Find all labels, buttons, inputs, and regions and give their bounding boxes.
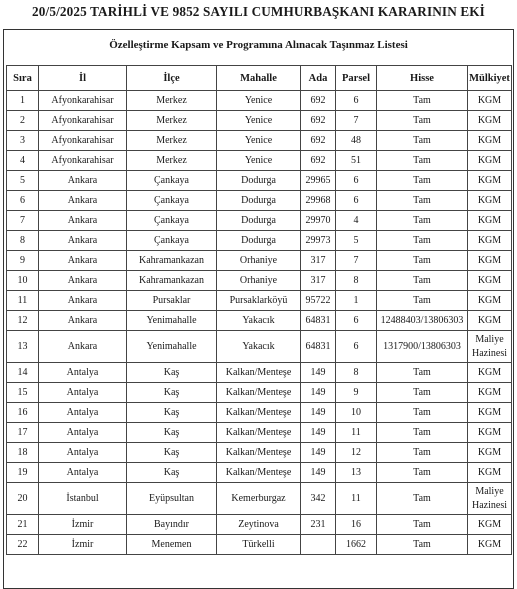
mahalle-cell: Kemerburgaz [217, 483, 301, 515]
ilce-cell: Eyüpsultan [127, 483, 217, 515]
ilce-cell: Menemen [127, 535, 217, 555]
hisse-cell: Tam [377, 443, 468, 463]
parsel-cell: 7 [336, 111, 377, 131]
ilce-cell: Kaş [127, 403, 217, 423]
hisse-cell: Tam [377, 291, 468, 311]
mahalle-cell: Kalkan/Menteşe [217, 403, 301, 423]
hisse-cell: Tam [377, 363, 468, 383]
mulkiyet-cell: KGM [468, 171, 512, 191]
il-cell: İstanbul [39, 483, 127, 515]
ada-cell: 692 [301, 151, 336, 171]
table-row [7, 331, 512, 363]
hisse-cell: Tam [377, 423, 468, 443]
parsel-cell: 48 [336, 131, 377, 151]
hisse-cell: Tam [377, 111, 468, 131]
mahalle-cell: Yakacık [217, 331, 301, 363]
parsel-cell: 8 [336, 271, 377, 291]
hisse-cell: Tam [377, 251, 468, 271]
hisse-cell: Tam [377, 483, 468, 515]
header-il: İl [39, 66, 127, 91]
hisse-cell: Tam [377, 515, 468, 535]
ada-cell: 29968 [301, 191, 336, 211]
il-cell: Ankara [39, 171, 127, 191]
parsel-cell: 6 [336, 91, 377, 111]
ilce-cell: Kaş [127, 423, 217, 443]
parsel-cell: 6 [336, 171, 377, 191]
table-row [7, 191, 512, 211]
ada-cell: 64831 [301, 311, 336, 331]
sira-cell: 13 [7, 331, 39, 363]
hisse-cell: Tam [377, 383, 468, 403]
ilce-cell: Çankaya [127, 191, 217, 211]
il-cell: Ankara [39, 231, 127, 251]
table-row [7, 91, 512, 111]
mulkiyet-cell: KGM [468, 311, 512, 331]
parsel-cell: 51 [336, 151, 377, 171]
ada-cell: 149 [301, 383, 336, 403]
mulkiyet-cell: KGM [468, 251, 512, 271]
il-cell: Antalya [39, 443, 127, 463]
il-cell: Ankara [39, 191, 127, 211]
table-row [7, 211, 512, 231]
mahalle-cell: Yenice [217, 91, 301, 111]
mulkiyet-cell: KGM [468, 131, 512, 151]
sira-cell: 5 [7, 171, 39, 191]
ilce-cell: Pursaklar [127, 291, 217, 311]
mulkiyet-cell: KGM [468, 191, 512, 211]
ada-cell: 149 [301, 363, 336, 383]
parsel-cell: 9 [336, 383, 377, 403]
header-mahalle: Mahalle [217, 66, 301, 91]
il-cell: Antalya [39, 423, 127, 443]
sira-cell: 15 [7, 383, 39, 403]
header-sira: Sıra [7, 66, 39, 91]
il-cell: Antalya [39, 403, 127, 423]
mulkiyet-cell: KGM [468, 443, 512, 463]
parsel-cell: 8 [336, 363, 377, 383]
table-row [7, 291, 512, 311]
hisse-cell: Tam [377, 535, 468, 555]
parsel-cell: 6 [336, 311, 377, 331]
ada-cell: 149 [301, 463, 336, 483]
ada-cell: 149 [301, 423, 336, 443]
hisse-cell: 1317900/13806303 [377, 331, 468, 363]
il-cell: Ankara [39, 331, 127, 363]
mulkiyet-cell: KGM [468, 515, 512, 535]
il-cell: Afyonkarahisar [39, 151, 127, 171]
list-title: Özelleştirme Kapsam ve Programına Alınacak Taşınmaz Listesi [109, 39, 408, 51]
ada-cell: 29970 [301, 211, 336, 231]
il-cell: Ankara [39, 291, 127, 311]
il-cell: İzmir [39, 535, 127, 555]
ada-cell [301, 535, 336, 555]
ilce-cell: Bayındır [127, 515, 217, 535]
ada-cell: 64831 [301, 331, 336, 363]
parsel-cell: 1 [336, 291, 377, 311]
parsel-cell: 12 [336, 443, 377, 463]
mulkiyet-cell: KGM [468, 463, 512, 483]
mahalle-cell: Yenice [217, 151, 301, 171]
table-row [7, 151, 512, 171]
sira-cell: 2 [7, 111, 39, 131]
mahalle-cell: Kalkan/Menteşe [217, 423, 301, 443]
table-header-row [7, 66, 512, 91]
il-cell: Antalya [39, 463, 127, 483]
ada-cell: 149 [301, 443, 336, 463]
mahalle-cell: Dodurga [217, 231, 301, 251]
sira-cell: 21 [7, 515, 39, 535]
mulkiyet-cell: KGM [468, 363, 512, 383]
sira-cell: 8 [7, 231, 39, 251]
parsel-cell: 5 [336, 231, 377, 251]
mahalle-cell: Yenice [217, 111, 301, 131]
ilce-cell: Kahramankazan [127, 251, 217, 271]
mahalle-cell: Dodurga [217, 191, 301, 211]
mulkiyet-cell: KGM [468, 231, 512, 251]
table-row [7, 231, 512, 251]
parsel-cell: 1662 [336, 535, 377, 555]
hisse-cell: Tam [377, 131, 468, 151]
sira-cell: 14 [7, 363, 39, 383]
mulkiyet-cell: KGM [468, 271, 512, 291]
table-row [7, 535, 512, 555]
il-cell: Antalya [39, 383, 127, 403]
hisse-cell: Tam [377, 211, 468, 231]
table-row [7, 423, 512, 443]
header-parsel: Parsel [336, 66, 377, 91]
ilce-cell: Yenimahalle [127, 311, 217, 331]
header-hisse: Hisse [377, 66, 468, 91]
ilce-cell: Yenimahalle [127, 331, 217, 363]
parsel-cell: 16 [336, 515, 377, 535]
table-row [7, 463, 512, 483]
ilce-cell: Çankaya [127, 171, 217, 191]
table-row [7, 403, 512, 423]
hisse-cell: Tam [377, 271, 468, 291]
table-row [7, 515, 512, 535]
ilce-cell: Kaş [127, 463, 217, 483]
hisse-cell: Tam [377, 91, 468, 111]
mulkiyet-cell: Maliye Hazinesi [468, 331, 512, 363]
table-row [7, 131, 512, 151]
ilce-cell: Merkez [127, 151, 217, 171]
ilce-cell: Kahramankazan [127, 271, 217, 291]
il-cell: Afyonkarahisar [39, 111, 127, 131]
mulkiyet-cell: KGM [468, 403, 512, 423]
parsel-cell: 13 [336, 463, 377, 483]
sira-cell: 18 [7, 443, 39, 463]
mahalle-cell: Orhaniye [217, 271, 301, 291]
ada-cell: 317 [301, 251, 336, 271]
mulkiyet-cell: KGM [468, 383, 512, 403]
sira-cell: 22 [7, 535, 39, 555]
parsel-cell: 4 [336, 211, 377, 231]
ilce-cell: Çankaya [127, 211, 217, 231]
ada-cell: 149 [301, 403, 336, 423]
table-row [7, 483, 512, 515]
ada-cell: 692 [301, 111, 336, 131]
ilce-cell: Merkez [127, 111, 217, 131]
sira-cell: 19 [7, 463, 39, 483]
parsel-cell: 6 [336, 191, 377, 211]
table-frame [3, 29, 514, 589]
hisse-cell: Tam [377, 403, 468, 423]
header-mulkiyet: Mülkiyet [468, 66, 512, 91]
hisse-cell: Tam [377, 151, 468, 171]
sira-cell: 1 [7, 91, 39, 111]
mulkiyet-cell: KGM [468, 151, 512, 171]
mahalle-cell: Dodurga [217, 211, 301, 231]
mahalle-cell: Orhaniye [217, 251, 301, 271]
il-cell: Antalya [39, 363, 127, 383]
sira-cell: 17 [7, 423, 39, 443]
sira-cell: 4 [7, 151, 39, 171]
il-cell: Afyonkarahisar [39, 131, 127, 151]
document-title: 20/5/2025 TARİHLİ VE 9852 SAYILI CUMHURBAŞKANI KARARININ EKİ [32, 4, 485, 19]
ilce-cell: Kaş [127, 363, 217, 383]
ada-cell: 692 [301, 131, 336, 151]
mahalle-cell: Zeytinova [217, 515, 301, 535]
header-ada: Ada [301, 66, 336, 91]
mulkiyet-cell: KGM [468, 91, 512, 111]
table-row [7, 271, 512, 291]
ada-cell: 231 [301, 515, 336, 535]
ada-cell: 692 [301, 91, 336, 111]
hisse-cell: 12488403/13806303 [377, 311, 468, 331]
table-row [7, 171, 512, 191]
il-cell: Ankara [39, 211, 127, 231]
sira-cell: 7 [7, 211, 39, 231]
table-row [7, 251, 512, 271]
table-row [7, 443, 512, 463]
mulkiyet-cell: KGM [468, 211, 512, 231]
mahalle-cell: Türkelli [217, 535, 301, 555]
mahalle-cell: Dodurga [217, 171, 301, 191]
parsel-cell: 11 [336, 423, 377, 443]
sira-cell: 11 [7, 291, 39, 311]
hisse-cell: Tam [377, 231, 468, 251]
ada-cell: 317 [301, 271, 336, 291]
mulkiyet-cell: KGM [468, 291, 512, 311]
parsel-cell: 10 [336, 403, 377, 423]
header-ilce: İlçe [127, 66, 217, 91]
il-cell: Afyonkarahisar [39, 91, 127, 111]
il-cell: Ankara [39, 251, 127, 271]
ada-cell: 95722 [301, 291, 336, 311]
sira-cell: 12 [7, 311, 39, 331]
mahalle-cell: Pursaklarköyü [217, 291, 301, 311]
sira-cell: 3 [7, 131, 39, 151]
sira-cell: 20 [7, 483, 39, 515]
mahalle-cell: Yakacık [217, 311, 301, 331]
hisse-cell: Tam [377, 171, 468, 191]
mahalle-cell: Kalkan/Menteşe [217, 463, 301, 483]
il-cell: İzmir [39, 515, 127, 535]
table-row [7, 311, 512, 331]
sira-cell: 16 [7, 403, 39, 423]
mahalle-cell: Kalkan/Menteşe [217, 383, 301, 403]
ilce-cell: Kaş [127, 383, 217, 403]
sira-cell: 6 [7, 191, 39, 211]
mulkiyet-cell: Maliye Hazinesi [468, 483, 512, 515]
il-cell: Ankara [39, 311, 127, 331]
mulkiyet-cell: KGM [468, 111, 512, 131]
ada-cell: 29973 [301, 231, 336, 251]
ilce-cell: Merkez [127, 131, 217, 151]
ilce-cell: Merkez [127, 91, 217, 111]
mulkiyet-cell: KGM [468, 535, 512, 555]
property-table [6, 65, 512, 555]
sira-cell: 9 [7, 251, 39, 271]
hisse-cell: Tam [377, 463, 468, 483]
ada-cell: 342 [301, 483, 336, 515]
parsel-cell: 6 [336, 331, 377, 363]
table-row [7, 383, 512, 403]
mahalle-cell: Kalkan/Menteşe [217, 443, 301, 463]
hisse-cell: Tam [377, 191, 468, 211]
mahalle-cell: Kalkan/Menteşe [217, 363, 301, 383]
mahalle-cell: Yenice [217, 131, 301, 151]
ada-cell: 29965 [301, 171, 336, 191]
ilce-cell: Çankaya [127, 231, 217, 251]
sira-cell: 10 [7, 271, 39, 291]
parsel-cell: 7 [336, 251, 377, 271]
il-cell: Ankara [39, 271, 127, 291]
ilce-cell: Kaş [127, 443, 217, 463]
parsel-cell: 11 [336, 483, 377, 515]
table-body [7, 91, 512, 555]
mulkiyet-cell: KGM [468, 423, 512, 443]
table-row [7, 111, 512, 131]
table-row [7, 363, 512, 383]
